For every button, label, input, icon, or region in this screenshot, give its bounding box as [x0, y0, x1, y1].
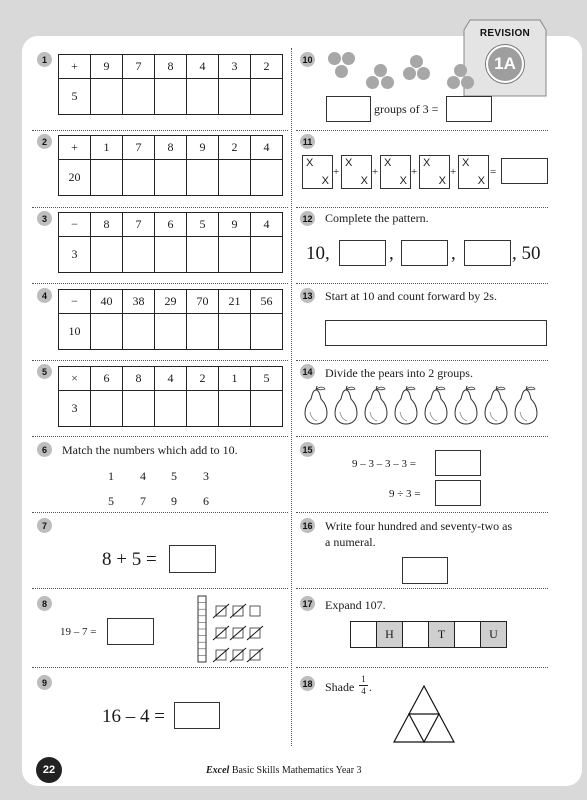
footer-brand: Excel: [206, 765, 230, 776]
plus-sign: +: [333, 166, 340, 178]
q1-addition-grid: [58, 54, 283, 115]
fraction-numerator: 1: [361, 674, 366, 684]
answer-cell[interactable]: [187, 160, 219, 196]
divider: [32, 283, 288, 284]
top-cell: 1: [219, 367, 251, 391]
fraction-one-quarter: [359, 675, 368, 696]
q10-label: groups of 3 =: [374, 102, 439, 116]
q8-answer-box[interactable]: [107, 618, 154, 645]
answer-cell[interactable]: [219, 314, 251, 350]
answer-cell[interactable]: [155, 237, 187, 273]
answer-cell[interactable]: [251, 79, 283, 115]
match-number[interactable]: 7: [140, 494, 146, 508]
question-number: 1: [37, 52, 52, 67]
top-cell: 2: [219, 136, 251, 160]
crosses-box: X X: [341, 155, 372, 189]
units-label: U: [481, 622, 507, 648]
crosses-box: X X: [419, 155, 450, 189]
match-number[interactable]: 5: [171, 469, 177, 483]
plus-sign: +: [411, 166, 418, 178]
match-number[interactable]: 6: [203, 494, 209, 508]
q6-instruction: Match the numbers which add to 10.: [62, 443, 238, 457]
column-divider: [291, 48, 292, 746]
q16-instruction-line1: Write four hundred and seventy-two as: [325, 519, 513, 533]
top-cell: 70: [187, 290, 219, 314]
top-cell: 4: [187, 55, 219, 79]
q15-expression-2: 9 ÷ 3 =: [389, 488, 421, 500]
divider: [296, 512, 548, 513]
pattern-box[interactable]: [339, 240, 386, 266]
question-number: 17: [300, 596, 315, 611]
match-number[interactable]: 9: [171, 494, 177, 508]
top-cell: 29: [155, 290, 187, 314]
answer-cell[interactable]: [219, 237, 251, 273]
pattern-end: , 50: [512, 243, 541, 264]
divider: [32, 667, 288, 668]
crosses-box: X X: [380, 155, 411, 189]
question-number: 9: [37, 675, 52, 690]
answer-cell[interactable]: [155, 160, 187, 196]
answer-cell[interactable]: [123, 79, 155, 115]
question-number: 5: [37, 364, 52, 379]
top-cell: 7: [123, 136, 155, 160]
operator-cell: −: [59, 213, 91, 237]
page-number: 22: [36, 757, 62, 783]
q10-groups-box[interactable]: [326, 96, 371, 122]
left-cell: 5: [59, 79, 91, 115]
footer-title: [206, 765, 362, 776]
tens-label: T: [429, 622, 455, 648]
answer-cell[interactable]: [155, 314, 187, 350]
answer-cell[interactable]: [219, 79, 251, 115]
answer-cell[interactable]: [251, 391, 283, 427]
q12-instruction: Complete the pattern.: [325, 211, 429, 225]
operator-cell: ×: [59, 367, 91, 391]
top-cell: 7: [123, 213, 155, 237]
base-ten-blocks-image: [196, 594, 268, 664]
match-number[interactable]: 3: [203, 469, 209, 483]
operator-cell: −: [59, 290, 91, 314]
question-number: 4: [37, 288, 52, 303]
operator-cell: +: [59, 55, 91, 79]
divider: [296, 360, 548, 361]
top-cell: 8: [155, 136, 187, 160]
answer-cell[interactable]: [123, 237, 155, 273]
top-cell: 38: [123, 290, 155, 314]
top-cell: 8: [123, 367, 155, 391]
q8-expression: 19 – 7 =: [60, 626, 97, 638]
q18-instruction: Shade: [325, 680, 355, 694]
top-cell: 4: [251, 136, 283, 160]
divider: [32, 436, 288, 437]
top-cell: 7: [123, 55, 155, 79]
q16-instruction-line2: a numeral.: [325, 535, 376, 549]
tens-answer-cell[interactable]: [403, 622, 429, 648]
answer-cell[interactable]: [187, 237, 219, 273]
top-cell: 6: [91, 367, 123, 391]
pattern-box[interactable]: [401, 240, 448, 266]
top-cell: 8: [91, 213, 123, 237]
answer-cell[interactable]: [219, 391, 251, 427]
q15-answer-box-2[interactable]: [435, 480, 481, 506]
hundreds-answer-cell[interactable]: [351, 622, 377, 648]
pattern-comma: ,: [451, 243, 456, 264]
pattern-comma: ,: [389, 243, 394, 264]
divider: [296, 667, 548, 668]
answer-cell[interactable]: [187, 314, 219, 350]
units-answer-cell[interactable]: [455, 622, 481, 648]
question-number: 11: [300, 134, 315, 149]
divider: [32, 130, 288, 131]
answer-cell[interactable]: [123, 314, 155, 350]
q4-subtraction-grid: [58, 289, 283, 350]
footer-text: Basic Skills Mathematics Year 3: [229, 765, 362, 776]
q2-addition-grid: [58, 135, 283, 196]
question-number: 3: [37, 211, 52, 226]
answer-cell[interactable]: [123, 391, 155, 427]
match-number[interactable]: 1: [108, 469, 114, 483]
equals-sign: =: [490, 166, 497, 178]
top-cell: 1: [91, 136, 123, 160]
q7-expression: 8 + 5 =: [102, 549, 157, 570]
left-cell: 10: [59, 314, 91, 350]
pattern-box[interactable]: [464, 240, 511, 266]
q3-subtraction-grid: [58, 212, 283, 273]
top-cell: 2: [251, 55, 283, 79]
q13-answer-box[interactable]: [325, 320, 547, 346]
revision-label: REVISION: [479, 28, 531, 39]
q9-expression: 16 – 4 =: [102, 706, 165, 727]
question-number: 16: [300, 518, 315, 533]
q17-instruction: Expand 107.: [325, 598, 386, 612]
top-cell: 3: [219, 55, 251, 79]
left-cell: 20: [59, 160, 91, 196]
answer-cell[interactable]: [155, 391, 187, 427]
answer-cell[interactable]: [251, 160, 283, 196]
answer-cell[interactable]: [91, 160, 123, 196]
answer-cell[interactable]: [91, 314, 123, 350]
answer-cell[interactable]: [91, 391, 123, 427]
question-number: 8: [37, 596, 52, 611]
question-number: 15: [300, 442, 315, 457]
answer-cell[interactable]: [251, 314, 283, 350]
left-cell: 3: [59, 237, 91, 273]
revision-code: 1A: [486, 45, 524, 83]
q11-answer-box[interactable]: [501, 158, 548, 184]
operator-cell: +: [59, 136, 91, 160]
pattern-start: 10,: [306, 243, 330, 264]
q14-instruction: Divide the pears into 2 groups.: [325, 366, 473, 380]
question-number: 7: [37, 518, 52, 533]
pears-image[interactable]: [302, 386, 548, 426]
divider: [32, 512, 288, 513]
top-cell: 4: [251, 213, 283, 237]
question-number: 18: [300, 676, 315, 691]
crosses-box: X X: [302, 155, 333, 189]
answer-cell[interactable]: [187, 79, 219, 115]
hundreds-label: H: [377, 622, 403, 648]
triangle-to-shade[interactable]: [392, 684, 456, 744]
divider: [296, 436, 548, 437]
question-number: 10: [300, 52, 315, 67]
q7-answer-box[interactable]: [169, 545, 216, 573]
q10-answer-box[interactable]: [446, 96, 492, 122]
divider: [296, 207, 548, 208]
q18-period: .: [369, 680, 372, 694]
top-cell: 5: [251, 367, 283, 391]
divider: [296, 283, 548, 284]
answer-cell[interactable]: [251, 237, 283, 273]
divider: [32, 360, 288, 361]
top-cell: 9: [219, 213, 251, 237]
top-cell: 21: [219, 290, 251, 314]
divider: [32, 207, 288, 208]
answer-cell[interactable]: [187, 391, 219, 427]
place-value-chart: [350, 621, 507, 648]
answer-cell[interactable]: [91, 237, 123, 273]
q15-answer-box-1[interactable]: [435, 450, 481, 476]
top-cell: 9: [91, 55, 123, 79]
match-number[interactable]: 4: [140, 469, 146, 483]
top-cell: 6: [155, 213, 187, 237]
top-cell: 5: [187, 213, 219, 237]
q16-answer-box[interactable]: [402, 557, 448, 584]
plus-sign: +: [450, 166, 457, 178]
question-number: 12: [300, 211, 315, 226]
answer-cell[interactable]: [123, 160, 155, 196]
question-number: 13: [300, 288, 315, 303]
q5-multiplication-grid: [58, 366, 283, 427]
answer-cell[interactable]: [155, 79, 187, 115]
q13-instruction: Start at 10 and count forward by 2s.: [325, 289, 497, 303]
top-cell: 2: [187, 367, 219, 391]
crosses-box: X X: [458, 155, 489, 189]
divider: [296, 588, 548, 589]
top-cell: 56: [251, 290, 283, 314]
match-number[interactable]: 5: [108, 494, 114, 508]
answer-cell[interactable]: [219, 160, 251, 196]
question-number: 6: [37, 442, 52, 457]
top-cell: 4: [155, 367, 187, 391]
q15-expression-1: 9 – 3 – 3 – 3 =: [352, 458, 416, 470]
fraction-denominator: 4: [361, 686, 366, 696]
answer-cell[interactable]: [91, 79, 123, 115]
top-cell: 40: [91, 290, 123, 314]
top-cell: 9: [187, 136, 219, 160]
question-number: 14: [300, 364, 315, 379]
q9-answer-box[interactable]: [174, 702, 220, 729]
left-cell: 3: [59, 391, 91, 427]
divider: [32, 588, 288, 589]
question-number: 2: [37, 134, 52, 149]
top-cell: 8: [155, 55, 187, 79]
divider: [296, 130, 548, 131]
plus-sign: +: [372, 166, 379, 178]
